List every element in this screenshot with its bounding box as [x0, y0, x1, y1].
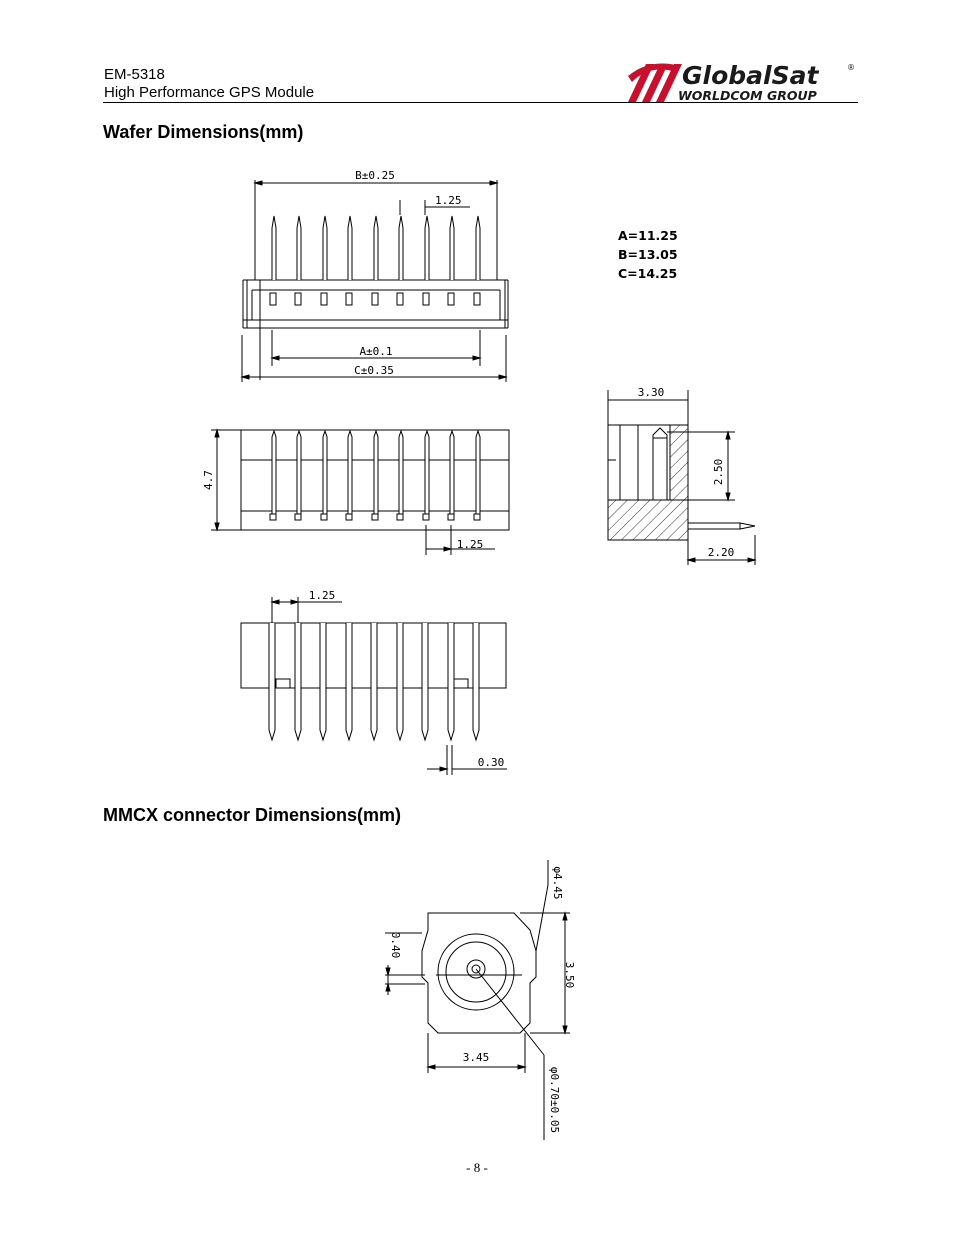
offset-label: 0.40	[389, 931, 402, 959]
logo-group-text: WORLDCOM GROUP	[678, 88, 817, 103]
mmcx-width-label: 3.45	[462, 1051, 490, 1064]
pitch-top-label: 1.25	[435, 194, 462, 207]
document-model: EM-5318	[104, 66, 165, 83]
logo-mark-icon	[628, 64, 682, 102]
dim-a-label: A±0.1	[359, 345, 393, 358]
wafer-front-view-drawing	[195, 415, 515, 560]
dia-center-label: φ0.70±0.05	[548, 1066, 561, 1134]
wafer-top-view-drawing	[230, 160, 520, 385]
logo-brand-text: GlobalSat	[682, 61, 819, 90]
mmcx-section-title: MMCX connector Dimensions(mm)	[103, 805, 402, 825]
spec-a: A=11.25	[618, 228, 678, 243]
dim-c-label: C±0.35	[354, 364, 394, 377]
dim-b-label: B±0.25	[355, 169, 395, 182]
page-number: - 8 -	[466, 1160, 488, 1175]
registered-mark-icon: ®	[847, 63, 855, 72]
pitch-bottom-label: 1.25	[308, 589, 336, 602]
height-label: 4.7	[202, 470, 215, 490]
bottom-view-pins	[269, 623, 479, 740]
pin-length-label: 2.20	[707, 546, 735, 559]
wafer-section-title: Wafer Dimensions(mm)	[103, 122, 304, 142]
front-view-pins	[270, 431, 480, 520]
pin-width-label: 0.30	[477, 756, 505, 769]
spec-b: B=13.05	[618, 247, 678, 262]
top-view-pins	[270, 216, 480, 305]
dia-outer-label: φ4.45	[551, 866, 564, 900]
wafer-spec-list	[618, 226, 678, 283]
mmcx-connector-drawing	[370, 855, 580, 1145]
side-width-label: 3.30	[637, 386, 665, 399]
mmcx-height-label: 3.50	[563, 961, 576, 989]
side-height-label: 2.50	[712, 458, 725, 486]
pitch-front-label: 1.25	[456, 538, 484, 551]
wafer-side-view-drawing	[600, 380, 770, 570]
document-subtitle: High Performance GPS Module	[104, 84, 315, 101]
wafer-bottom-view-drawing	[232, 585, 512, 775]
globalsat-logo	[620, 56, 860, 104]
spec-c: C=14.25	[618, 266, 678, 281]
